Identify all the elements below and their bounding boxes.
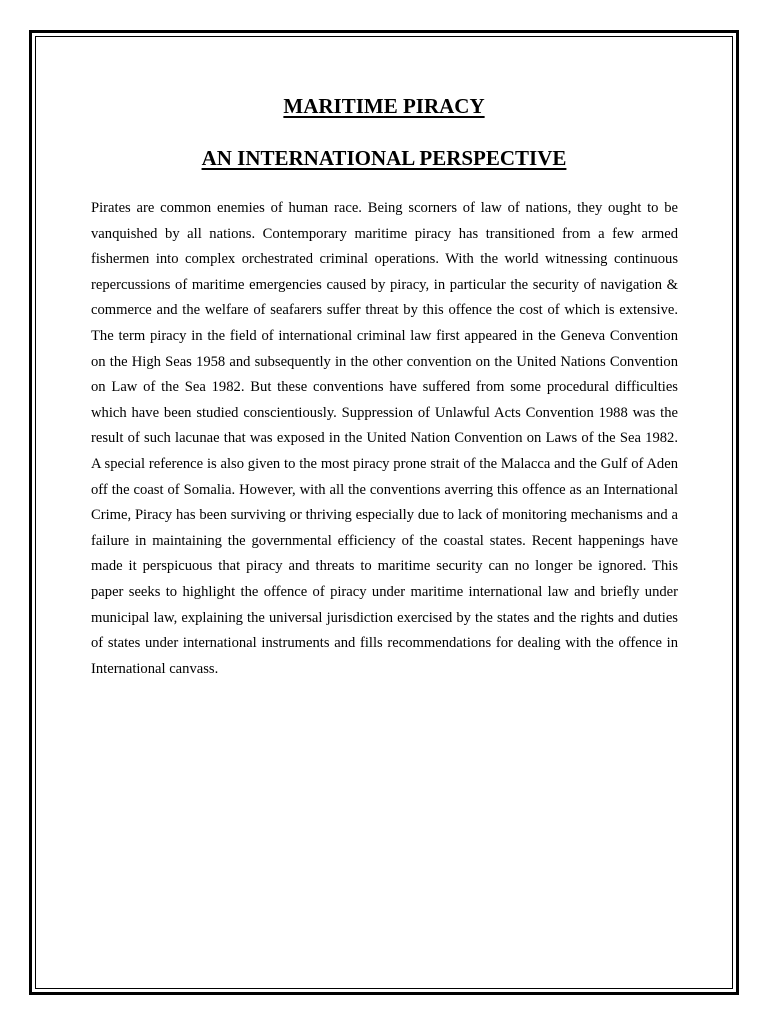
abstract-paragraph: Pirates are common enemies of human race. Being scorners of law of nations, they ought to be vanquished by all nations. Contemporary maritime piracy has transitioned from a few armed fishermen into complex orchestrated criminal operations. With the world witnessing continuous repercussions of maritime emergencies caused by piracy, in particular the security of navigation & commerce and the welfare of seafarers suffer threat by this offence the cost of which is extensive. The term piracy in the field of international criminal law first appeared in the Geneva Convention on the High Seas 1958 and subsequently in the other convention on the United Nations Convention on Law of the Sea 1982. But these conventions have suffered from some procedural difficulties which have been studied conscientiously. Suppression of Unlawful Acts Convention 1988 was the result of such lacunae that was exposed in the United Nation Convention on Laws of the Sea 1982. A special reference is also given to the most piracy prone strait of the Malacca and the Gulf of Aden off the coast of Somalia. However, with all the conventions averring this offence as an International Crime, Piracy has been surviving or thriving especially due to lack of monitoring mechanisms and a failure in maintaining the governmental efficiency of the coastal states. Recent happenings have made it perspicuous that piracy and threats to maritime security can no longer be ignored. This paper seeks to highlight the offence of piracy under maritime international law and briefly under municipal law, explaining the universal jurisdiction exercised by the states and the rights and duties of states under international instruments and fills recommendations for dealing with the offence in International canvass. bbox=[91, 200, 678, 677]
document-subtitle: AN INTERNATIONAL PERSPECTIVE bbox=[201, 146, 567, 170]
document-title: MARITIME PIRACY bbox=[283, 94, 485, 118]
